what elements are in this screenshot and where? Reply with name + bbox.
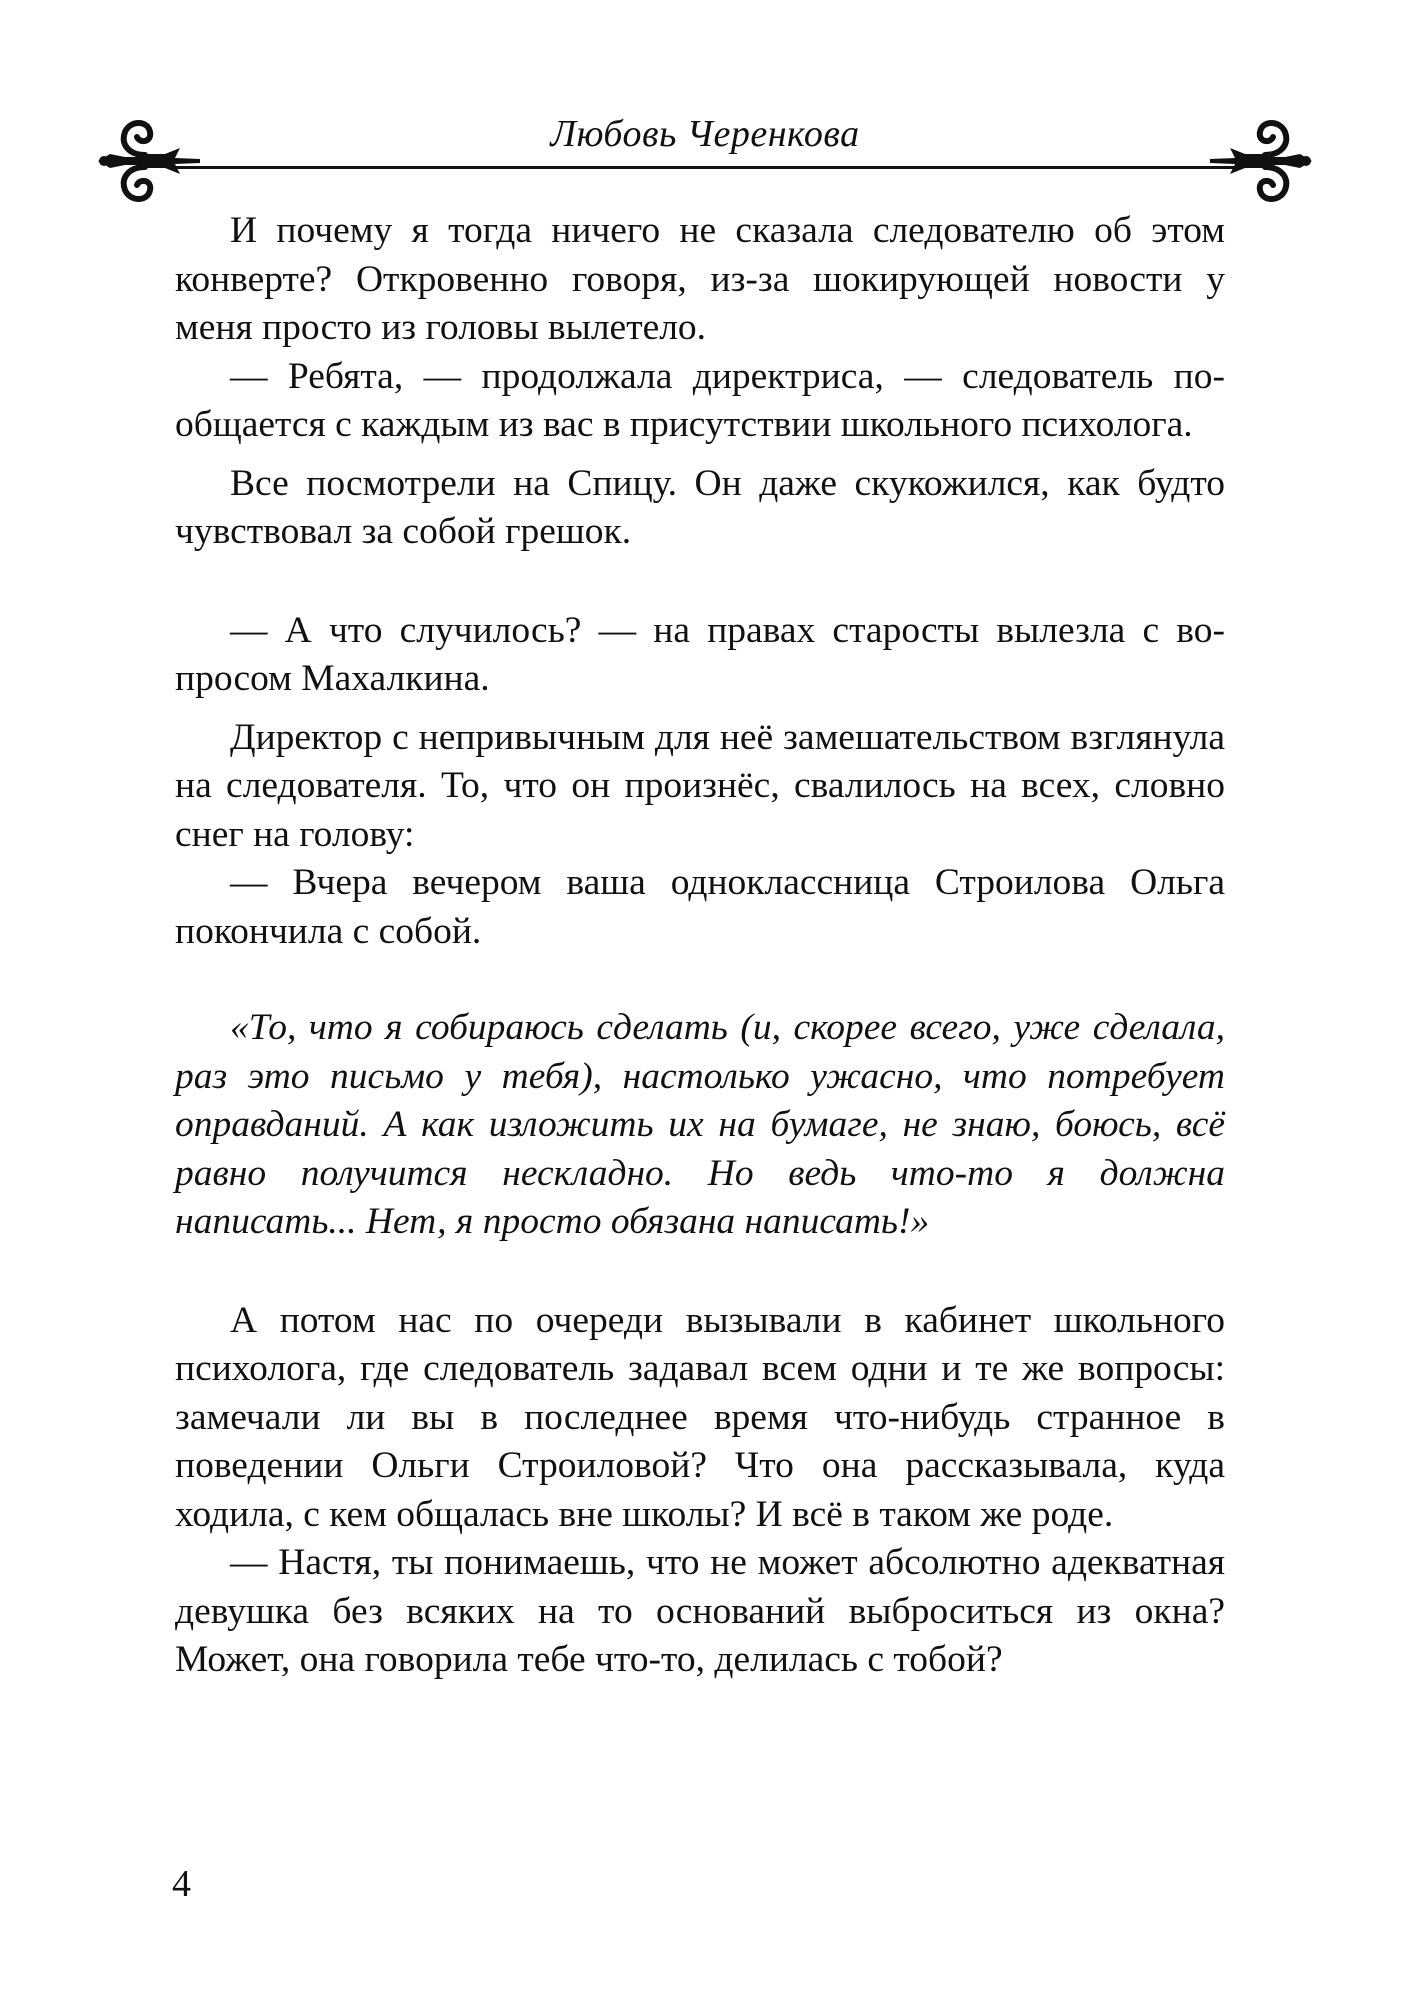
paragraph: — А что случилось? — на правах старосты вылезла с вопросом Махалкина. [175, 609, 1225, 699]
paragraph: — Вчера вечером ваша одноклассница Строилова Ольга покончила с собой. [175, 862, 1225, 952]
body-text [175, 207, 1225, 1685]
paragraph: И почему я тогда ничего не сказала следователю об этом конверте? Откровенно говоря, из-за шокирующей новости у меня просто из головы вылетело. [175, 210, 1225, 348]
page-number: 4 [172, 1863, 191, 1905]
scroll-ornament-icon [1210, 110, 1320, 210]
paragraph: — Настя, ты понимаешь, что не может абсолютно адекватная девушка без всяких на то оснований выброситься из окна? Может, она говорила тебе что-то, делилась с тобой? [175, 1542, 1225, 1680]
paragraph: — Ребята, — продолжала директриса, — следователь пообщается с каждым из вас в присутствии школьного психолога. [175, 355, 1225, 445]
paragraph: А потом нас по очереди вызывали в кабинет школьного психолога, где следователь задавал всем одни и те же вопросы: замечали ли вы в последнее время что-нибудь странное в поведении Ольги Строиловой? Что она рассказывала, куда ходила, с кем общалась вне школы? И всё в таком же роде. [175, 1299, 1225, 1535]
paragraph: Директор с непривычным для неё замешательством взглянула на следователя. То, что он произнёс, свалилось на всех, словно снег на голову: [175, 716, 1225, 855]
running-header [0, 95, 1410, 225]
header-rule [175, 166, 1235, 169]
letter-quote: «То, что я собираюсь сделать (и, скорее всего, уже сделала, раз это письмо у тебя), настолько ужасно, что потребует оправданий. А как изложить их на бумаге, не знаю, боюсь, всё равно получится нескладно. Но ведь что-то я должна написать... Нет, я просто обязана написать!» [175, 1007, 1225, 1242]
paragraph: Все посмотрели на Спицу. Он даже скукожился, как будто чувствовал за собой грешок. [175, 462, 1225, 552]
header-author: Любовь Черенкова [550, 113, 860, 155]
